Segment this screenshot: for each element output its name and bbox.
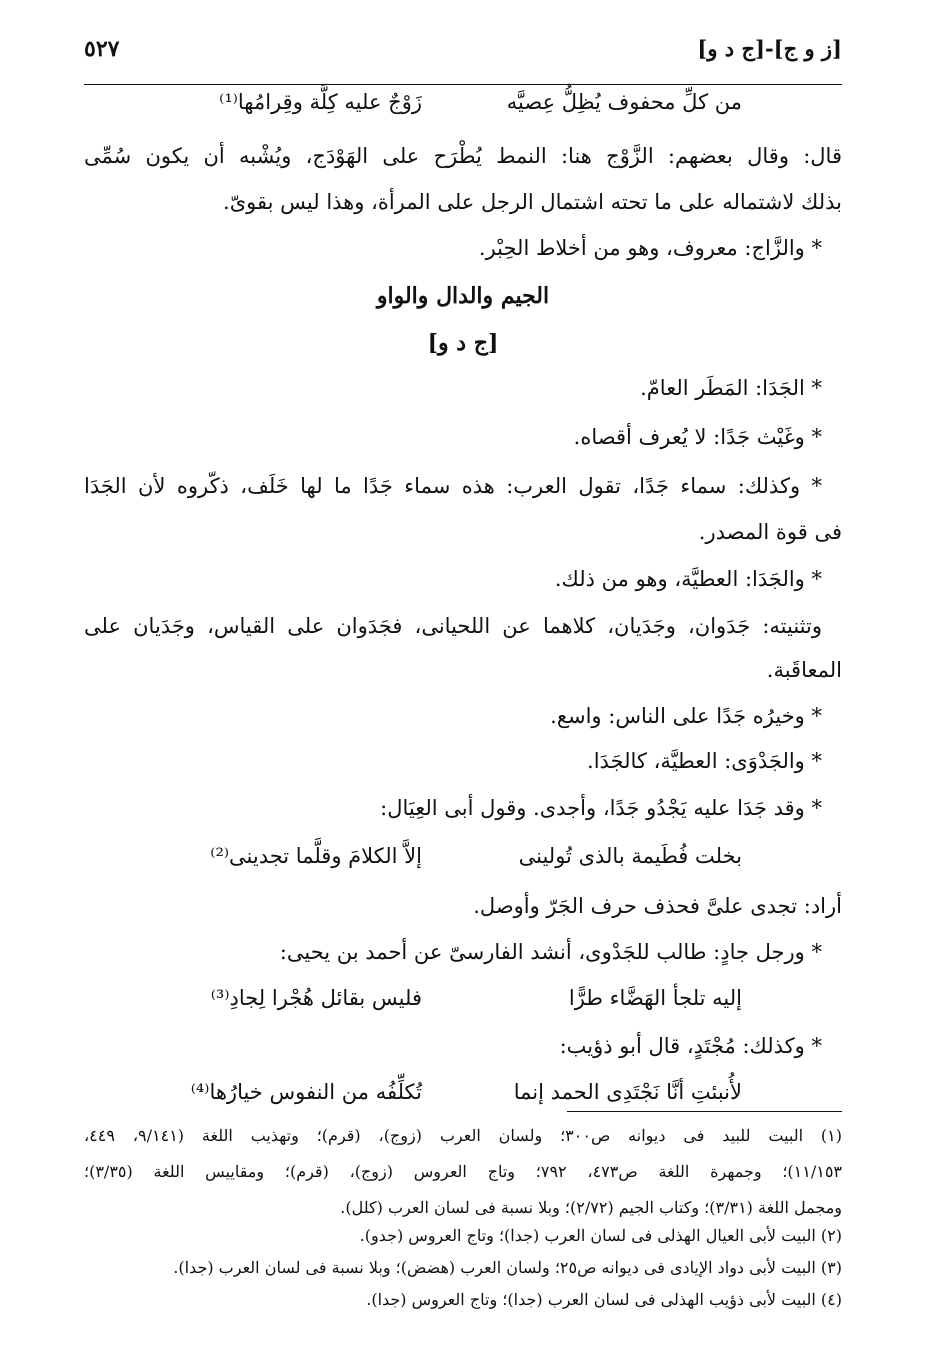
header-rule: [84, 84, 842, 85]
verse-hemistich-right: من كلِّ محفوف يُظِلُّ عِصيَّه: [506, 90, 742, 114]
footnote-line: (١) البيت للبيد فى ديوانه ص٣٠٠؛ ولسان العرب (زوج)، (قرم)؛ وتهذيب اللغة (٩/١٤١، ٤٤٩،: [84, 1126, 843, 1145]
footnote-line: (٣) البيت لأبى دواد الإيادى فى ديوانه ص٢٥؛ ولسان العرب (هضض)؛ وبلا نسبة فى لسان العرب (جدا).: [173, 1258, 842, 1277]
entry-line: * وغَيْث جَدًا: لا يُعرف أقصاه.: [573, 425, 822, 449]
entry-line: المعاقَبة.: [766, 658, 842, 682]
entry-line: فى قوة المصدر.: [698, 520, 842, 544]
entry-line: * ورجل جادٍ: طالب للجَدْوى، أنشد الفارسىّ عن أحمد بن يحيى:: [279, 940, 822, 964]
footnote-line: ١١/١٥٣)؛ وجمهرة اللغة ص٤٧٣، ٧٩٢؛ وتاج العروس (زوج)، (قرم)؛ ومقاييس اللغة (٣/٣٥)؛: [84, 1162, 843, 1181]
footnote-line: (٤) البيت لأبى ذؤيب الهذلى فى لسان العرب (جدا)؛ وتاج العروس (جدا).: [366, 1290, 842, 1309]
footnote-line: (٢) البيت لأبى العيال الهذلى فى لسان العرب (جدا)؛ وتاج العروس (جدو).: [359, 1226, 842, 1245]
page-number: ٥٢٧: [84, 36, 120, 62]
entry-line: * الجَدَا: المَطَر العامّ.: [640, 376, 822, 400]
verse-hemistich-left: إلاَّ الكلامَ وقلَّما تجدينى⁽²⁾: [210, 844, 422, 868]
paragraph-line: قال: وقال بعضهم: الزَّوْج هنا: النمط يُطْرَح على الهَوْدَج، ويُشْبه أن يكون سُمِّى: [84, 144, 842, 168]
verse-lines-3: [84, 982, 842, 1014]
entry-line: أراد: تجدى علىَّ فحذف حرف الجَرّ وأوصل.: [473, 894, 842, 918]
entry-line: * والجَدَا: العطيَّة، وهو من ذلك.: [554, 567, 822, 591]
verse-hemistich-left: تُكلِّفُه من النفوس خيارُها⁽⁴⁾: [190, 1080, 422, 1104]
paragraph-line: بذلك لاشتماله على ما تحته اشتمال الرجل على المرأة، وهذا ليس بقوىّ.: [223, 190, 842, 214]
verse-hemistich-right: إليه تلجأ الهَضَّاء طرًّا: [568, 986, 742, 1010]
entry-line: * والجَدْوَى: العطيَّة، كالجَدَا.: [587, 749, 822, 773]
footnote-line: ومجمل اللغة (٣/٣١)؛ وكتاب الجيم (٢/٧٢)؛ وبلا نسبة فى لسان العرب (كلل).: [340, 1198, 842, 1217]
entry-line: * وكذلك: مُجْتَدٍ، قال أبو ذؤيب:: [559, 1034, 822, 1058]
section-heading: الجيم والدال والواو: [376, 283, 550, 309]
entry-line: * وخيرُه جَدًا على الناس: واسع.: [550, 704, 822, 728]
entry-zaaj: * والزَّاج: معروف، وهو من أخلاط الحِبْر.: [478, 236, 822, 260]
entry-line: * وكذلك: سماء جَدًا، تقول العرب: هذه سماء جَدًا ما لها خَلَف، ذكّروه لأن الجَدَا: [84, 474, 822, 498]
verse-lines-4: [84, 1076, 842, 1108]
running-header-root: [ز و ج]-[ج د و]: [697, 36, 842, 61]
entry-line: * وقد جَدَا عليه يَجْدُو جَدًا، وأجدى. وقول أبى العِيَال:: [380, 796, 822, 820]
entry-line: وتثنيته: جَدَوان، وجَدَيان، كلاهما عن اللحيانى، فجَدَوان على القياس، وجَدَيان على: [84, 614, 822, 638]
verse-hemistich-right: بخلت فُطَيمة بالذى تُولينى: [518, 844, 742, 868]
verse-hemistich-left: فليس بقائل هُجْرا لِجادِ⁽³⁾: [210, 986, 422, 1010]
verse-hemistich-right: لأُنبئتِ أنَّا نَجْتَدِى الحمد إنما: [513, 1080, 742, 1104]
verse-hemistich-left: زَوْجٌ عليه كِلَّة وقِرامُها⁽¹⁾: [219, 90, 422, 114]
root-heading: [ج د و]: [427, 330, 499, 356]
footnote-rule: [567, 1111, 842, 1112]
verse-lines-2: [84, 840, 842, 872]
verse-lines-1: [84, 86, 842, 118]
